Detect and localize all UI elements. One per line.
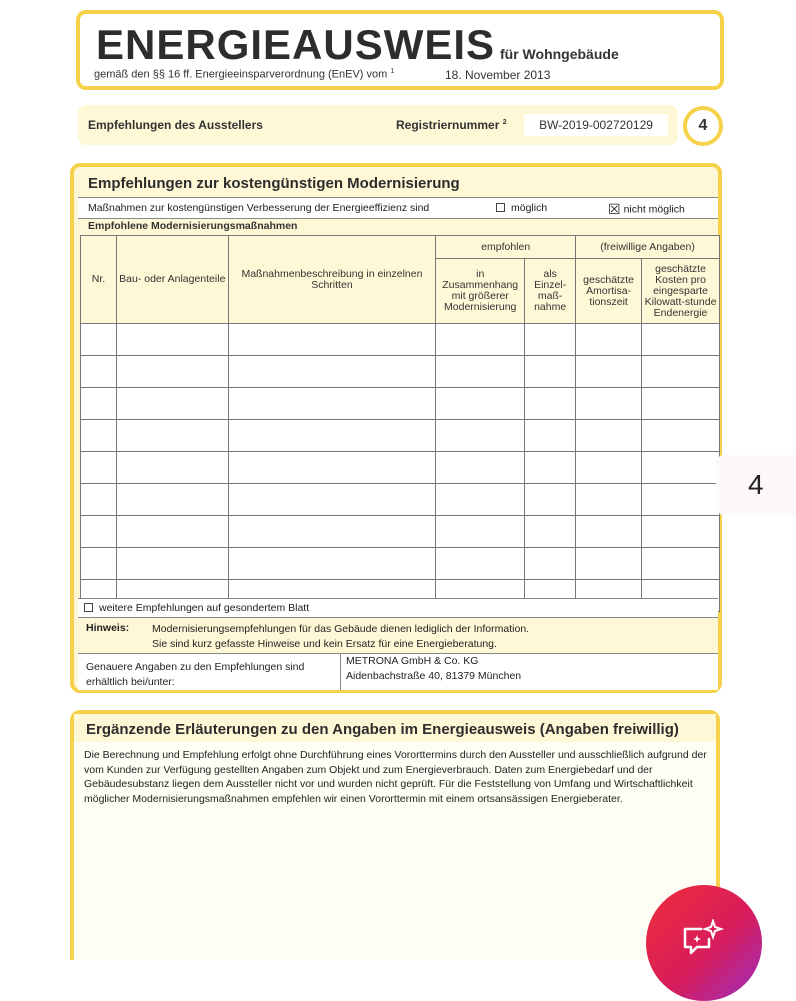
page-number-badge: 4 bbox=[683, 106, 723, 146]
cell bbox=[81, 548, 117, 580]
col-header-single-measure: als Einzel-maß-nahme bbox=[525, 259, 576, 324]
section-title: Empfehlungen des Ausstellers bbox=[88, 118, 263, 132]
table-row bbox=[81, 420, 720, 452]
cell bbox=[116, 548, 228, 580]
cell bbox=[81, 452, 117, 484]
ai-assistant-button[interactable] bbox=[646, 885, 762, 1001]
cell bbox=[228, 548, 436, 580]
cell bbox=[576, 356, 642, 388]
cell bbox=[81, 420, 117, 452]
cell bbox=[116, 484, 228, 516]
cell bbox=[576, 548, 642, 580]
table-row bbox=[81, 452, 720, 484]
contact-label-line: Genauere Angaben zu den Empfehlungen sind bbox=[86, 661, 305, 673]
further-recommendations-row[interactable] bbox=[78, 598, 718, 618]
cell bbox=[642, 452, 720, 484]
group-header-recommended: empfohlen bbox=[436, 236, 576, 259]
col-header-with-major-modernization: in Zusammenhang mit größerer Modernisierung bbox=[436, 259, 525, 324]
cell bbox=[642, 356, 720, 388]
col-header-amortization: geschätzte Amortisa-tionszeit bbox=[576, 259, 642, 324]
cell bbox=[642, 484, 720, 516]
notes-text: Die Berechnung und Empfehlung erfolgt ohne Durchführung eines Vororttermins durch den Aussteller und ausschließlich aufgrund der vom Kunden zur Verfügung gestellten Angaben zum Objekt und zum Energieverbrauch. Daten zum Energiebedarf und der Gebäudesubstanz liegen dem Aussteller nicht vor und wurden nicht geprüft. Für die Feststellung von Umfang und Wirtschaftlichkeit möglicher Modernisierungsmaßnahmen empfehlen wir einen Vororttermin mit einem ortsansässigen Energieberater. bbox=[84, 749, 707, 805]
section-bar bbox=[78, 105, 678, 145]
cell bbox=[525, 484, 576, 516]
measures-statement-row bbox=[78, 197, 718, 219]
cell bbox=[525, 420, 576, 452]
registration-number: BW-2019-002720129 bbox=[524, 114, 668, 136]
page-indicator-tab[interactable] bbox=[716, 455, 796, 515]
footnote-marker: 1 bbox=[390, 68, 395, 75]
cell bbox=[228, 452, 436, 484]
cell bbox=[116, 452, 228, 484]
registration-label bbox=[396, 118, 507, 132]
col-header-cost-per-kwh: geschätzte Kosten pro eingesparte Kilowatt-stunde Endenergie bbox=[642, 259, 720, 324]
contact-label-line: erhältlich bei/unter: bbox=[86, 676, 175, 688]
cell bbox=[228, 356, 436, 388]
cell bbox=[525, 388, 576, 420]
option-not-possible[interactable] bbox=[608, 201, 685, 218]
cell bbox=[116, 324, 228, 356]
cell bbox=[116, 516, 228, 548]
cell bbox=[436, 452, 525, 484]
cell bbox=[228, 484, 436, 516]
footnote-marker: 2 bbox=[502, 119, 507, 126]
cell bbox=[576, 388, 642, 420]
cell bbox=[436, 324, 525, 356]
cell bbox=[436, 516, 525, 548]
notes-title: Ergänzende Erläuterungen zu den Angaben im Energieausweis (Angaben freiwillig) bbox=[86, 721, 679, 738]
hint-text bbox=[152, 622, 529, 652]
cell bbox=[436, 356, 525, 388]
chat-sparkle-icon bbox=[681, 919, 725, 959]
divider bbox=[340, 654, 341, 690]
checkbox-crossed-icon[interactable]: ☒ bbox=[608, 201, 621, 217]
cell bbox=[436, 548, 525, 580]
cell bbox=[576, 516, 642, 548]
cell bbox=[436, 388, 525, 420]
legal-date: 18. November 2013 bbox=[445, 68, 551, 82]
table-row bbox=[81, 324, 720, 356]
document-title: ENERGIEAUSWEIS bbox=[96, 21, 496, 68]
cell bbox=[525, 516, 576, 548]
table-row bbox=[81, 516, 720, 548]
table-row bbox=[81, 484, 720, 516]
cell bbox=[525, 356, 576, 388]
cell bbox=[116, 388, 228, 420]
notes-title-bar bbox=[74, 714, 716, 742]
col-header-description: Maßnahmenbeschreibung in einzelnen Schritten bbox=[228, 236, 436, 324]
cell bbox=[228, 516, 436, 548]
group-header-optional: (freiwillige Angaben) bbox=[576, 236, 720, 259]
cell bbox=[436, 420, 525, 452]
cell bbox=[525, 548, 576, 580]
table-row bbox=[81, 356, 720, 388]
contact-label bbox=[86, 660, 336, 690]
cell bbox=[576, 484, 642, 516]
cell bbox=[642, 324, 720, 356]
cell bbox=[81, 516, 117, 548]
registration-label-text: Registriernummer bbox=[396, 118, 500, 132]
cell bbox=[525, 452, 576, 484]
page-indicator: 4 bbox=[748, 469, 764, 500]
table-row bbox=[81, 388, 720, 420]
option-possible-label: möglich bbox=[511, 202, 548, 214]
hint-line: Modernisierungsempfehlungen für das Gebäude dienen lediglich der Information. bbox=[152, 623, 530, 635]
hint-line: Sie sind kurz gefasste Hinweise und kein Ersatz für eine Energieberatung. bbox=[152, 638, 497, 650]
cell bbox=[228, 324, 436, 356]
cell bbox=[81, 388, 117, 420]
cell bbox=[228, 420, 436, 452]
cell bbox=[642, 388, 720, 420]
further-recommendations-label: weitere Empfehlungen auf gesondertem Blatt bbox=[99, 602, 310, 614]
legal-basis-text: gemäß den §§ 16 ff. Energieeinsparverordnung (EnEV) vom bbox=[94, 68, 388, 81]
cell bbox=[228, 388, 436, 420]
modernization-section bbox=[70, 163, 722, 693]
hint-label: Hinweis: bbox=[86, 622, 130, 634]
contact-row bbox=[78, 653, 718, 690]
measures-statement: Maßnahmen zur kostengünstigen Verbesserung der Energieeffizienz sind bbox=[88, 202, 430, 214]
option-not-possible-label: nicht möglich bbox=[623, 203, 685, 216]
contact-company: METRONA GmbH & Co. KG bbox=[346, 655, 479, 667]
cell bbox=[116, 356, 228, 388]
cell bbox=[642, 516, 720, 548]
cell bbox=[81, 356, 117, 388]
cell bbox=[436, 484, 525, 516]
contact-street: Aidenbachstraße 40, 81379 München bbox=[346, 670, 522, 682]
option-possible[interactable] bbox=[496, 202, 547, 214]
contact-address bbox=[346, 654, 521, 684]
checkbox-empty-icon[interactable] bbox=[496, 203, 505, 212]
col-header-nr: Nr. bbox=[81, 236, 117, 324]
cell bbox=[576, 420, 642, 452]
checkbox-empty-icon[interactable] bbox=[84, 603, 93, 612]
modernization-title: Empfehlungen zur kostengünstigen Modernisierung bbox=[88, 175, 460, 192]
cell bbox=[576, 452, 642, 484]
building-type: für Wohngebäude bbox=[500, 46, 619, 62]
cell bbox=[525, 324, 576, 356]
cell bbox=[81, 324, 117, 356]
cell bbox=[576, 324, 642, 356]
cell bbox=[642, 420, 720, 452]
additional-notes-section bbox=[70, 710, 720, 960]
recommended-measures-label: Empfohlene Modernisierungsmaßnahmen bbox=[88, 220, 298, 232]
table-row bbox=[81, 548, 720, 580]
col-header-component: Bau- oder Anlagenteile bbox=[116, 236, 228, 324]
cell bbox=[642, 548, 720, 580]
cell bbox=[81, 484, 117, 516]
legal-basis bbox=[94, 68, 394, 81]
cell bbox=[116, 420, 228, 452]
certificate-header bbox=[76, 10, 724, 90]
further-recommendations[interactable] bbox=[84, 602, 309, 614]
measures-table bbox=[80, 235, 720, 612]
